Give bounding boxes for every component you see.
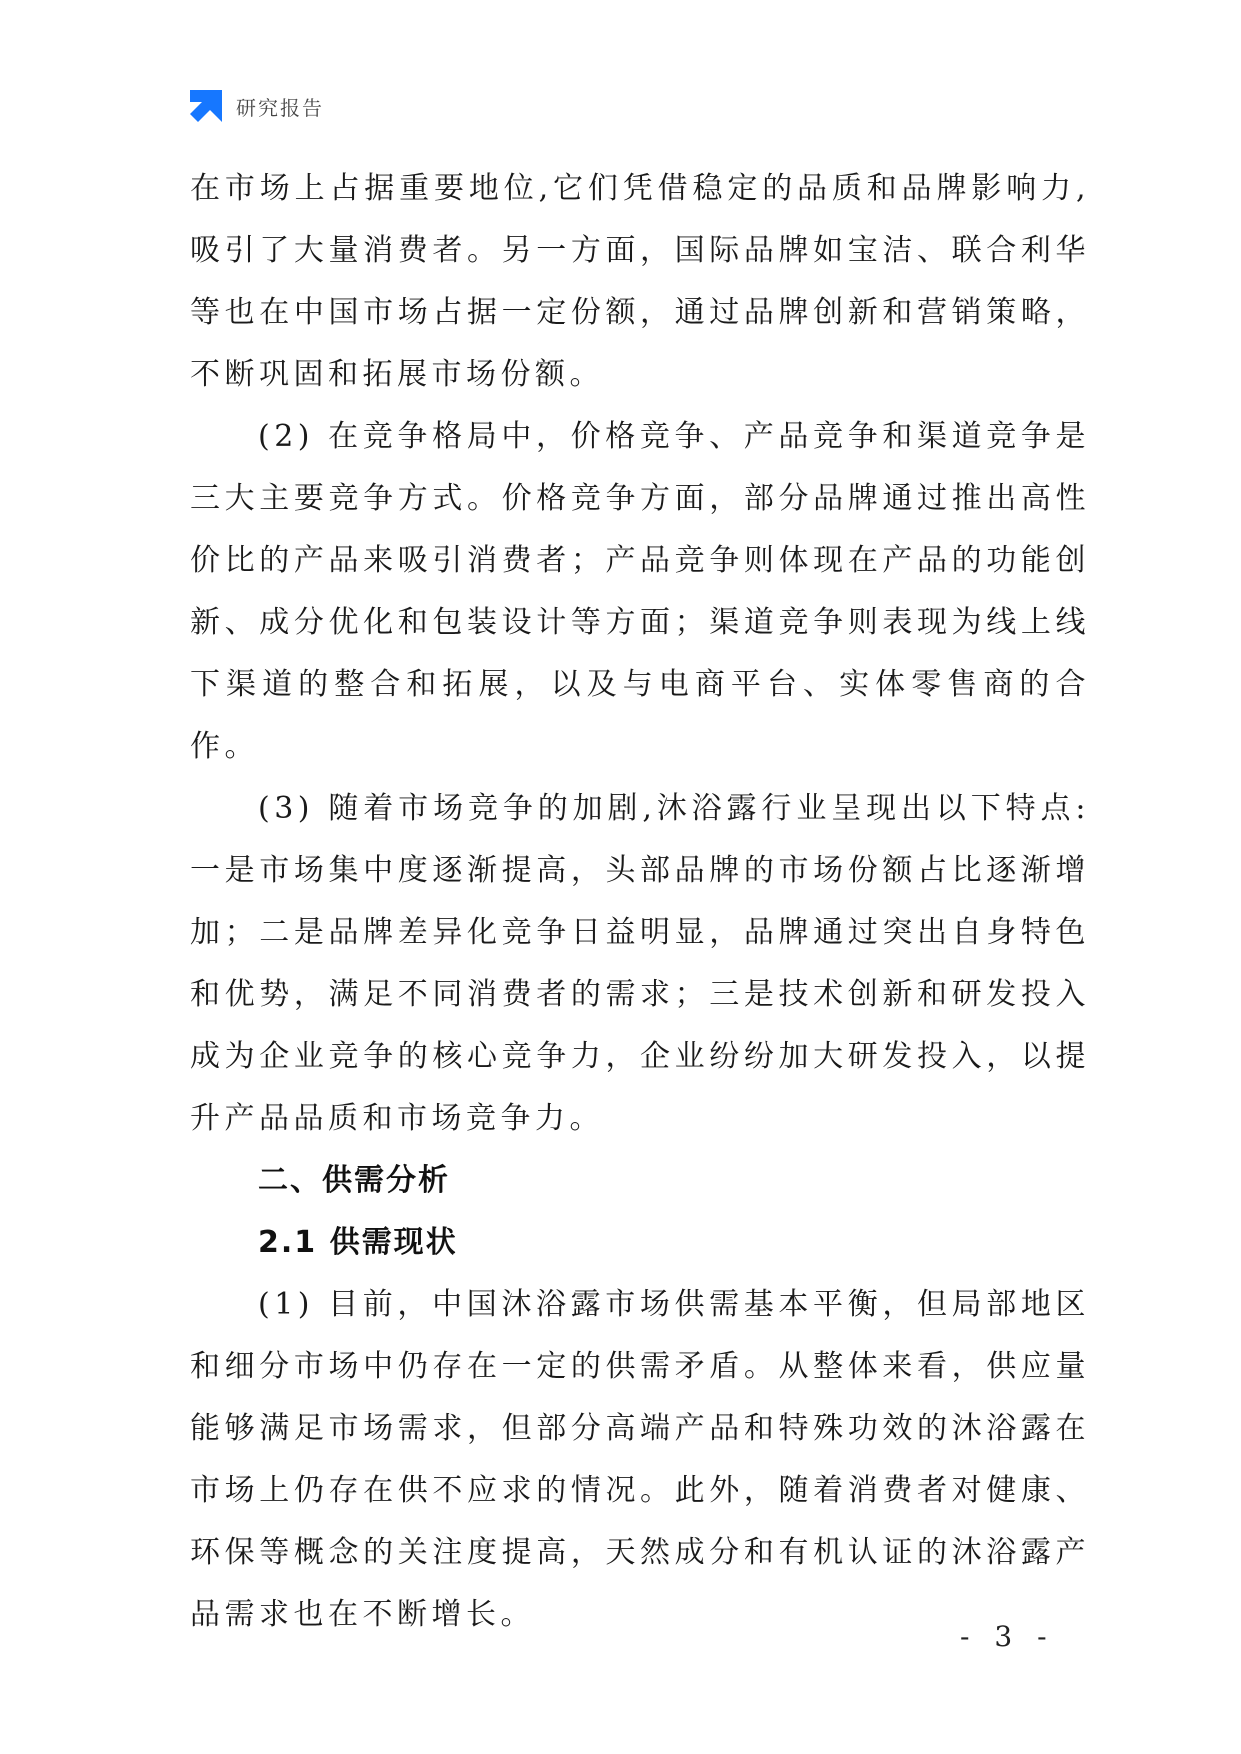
paragraph-industry-features: (3) 随着市场竞争的加剧,沐浴露行业呈现出以下特点:一是市场集中度逐渐提高，头部品牌的市场份额占比逐渐增加；二是品牌差异化竞争日益明显，品牌通过突出自身特色和优势，满足不同消费者的需求；三是技术创新和研发投入成为企业竞争的核心竞争力，企业纷纷加大研发投入，以提升产品品质和市场竞争力。 [190, 791, 1090, 1136]
document-body [190, 158, 1090, 1646]
subsection-heading: 2.1 供需现状 [258, 1225, 458, 1260]
header-title: 研究报告 [236, 95, 324, 120]
arrow-up-right-icon [190, 90, 222, 122]
section-heading: 二、供需分析 [258, 1163, 450, 1198]
paragraph-continuation: 在市场上占据重要地位,它们凭借稳定的品质和品牌影响力,吸引了大量消费者。另一方面，国际品牌如宝洁、联合利华等也在中国市场占据一定份额，通过品牌创新和营销策略，不断巩固和拓展市场份额。 [190, 171, 1090, 392]
paragraph-supply-demand: (1) 目前，中国沐浴露市场供需基本平衡，但局部地区和细分市场中仍存在一定的供需矛盾。从整体来看，供应量能够满足市场需求，但部分高端产品和特殊功效的沐浴露在市场上仍存在供不应求的情况。此外，随着消费者对健康、环保等概念的关注度提高，天然成分和有机认证的沐浴露产品需求也在不断增长。 [190, 1287, 1090, 1632]
paragraph-competition-methods: (2) 在竞争格局中，价格竞争、产品竞争和渠道竞争是三大主要竞争方式。价格竞争方面，部分品牌通过推出高性价比的产品来吸引消费者；产品竞争则体现在产品的功能创新、成分优化和包装设计等方面；渠道竞争则表现为线上线下渠道的整合和拓展，以及与电商平台、实体零售商的合作。 [190, 419, 1090, 764]
page-header [190, 88, 324, 124]
page-number: - 3 - [960, 1620, 1055, 1653]
